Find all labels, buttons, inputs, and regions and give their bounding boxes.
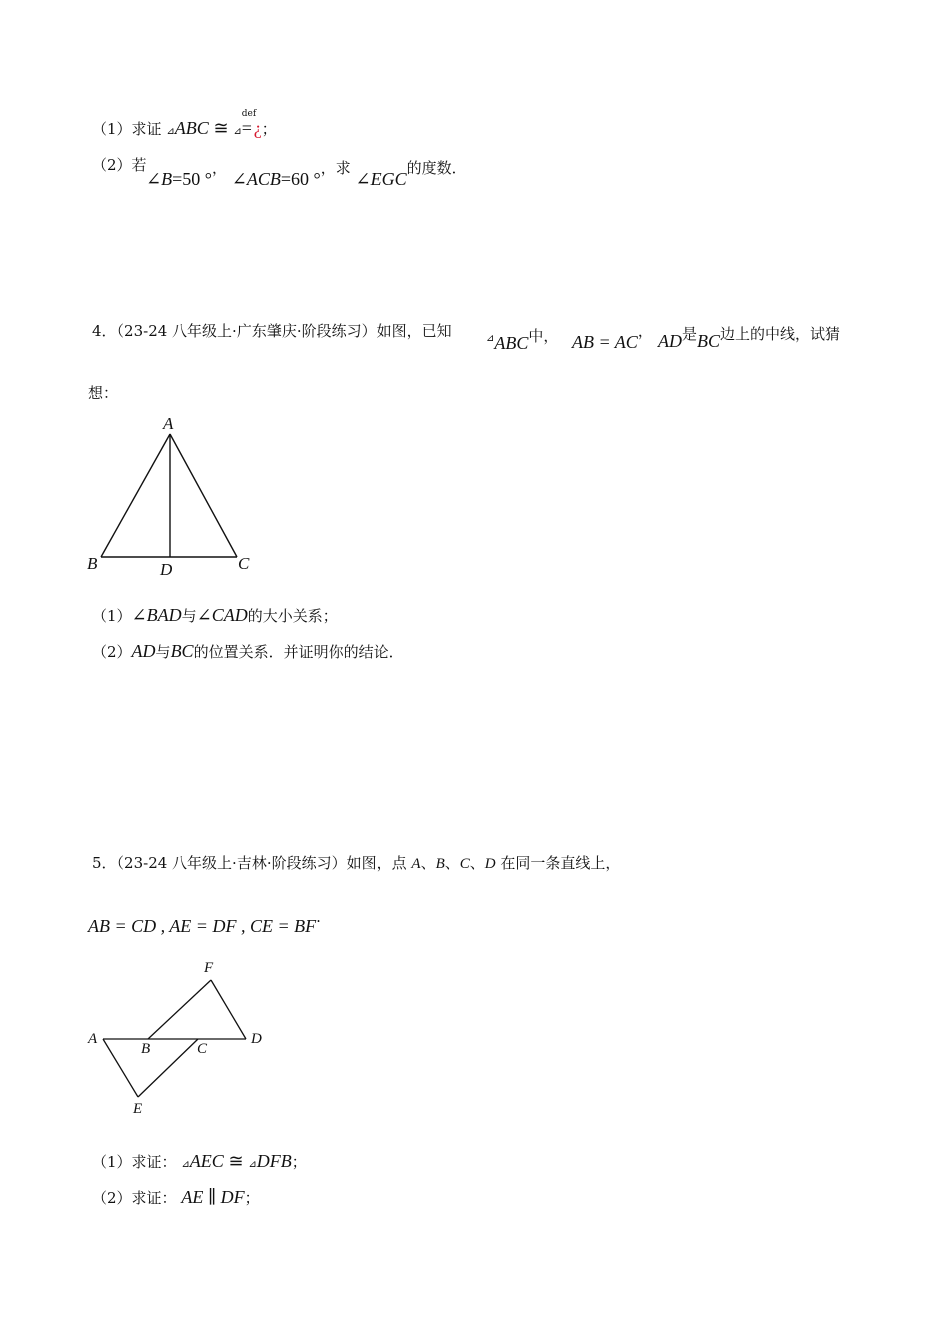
point-label-b: B — [87, 554, 98, 573]
point-label-c: C — [197, 1041, 208, 1057]
segment-ae — [103, 1039, 138, 1097]
q5-part2: （2）求证： AE ∥ DF； — [92, 1187, 260, 1207]
triangle-icon: ⊿ — [166, 126, 175, 137]
point-label-a: A — [88, 1031, 98, 1047]
q4-stem-median: AD是BC边上的中线，试猜 — [658, 325, 841, 351]
congruent-symbol: ≅ — [228, 1151, 244, 1171]
angle-icon: ∠ — [355, 169, 371, 189]
question-number: 5． — [92, 854, 117, 872]
q5-part1: （1）求证： ⊿AEC ≅ ⊿DFB； — [92, 1151, 307, 1171]
segment-bf — [148, 980, 211, 1039]
point-label-d: D — [160, 560, 173, 579]
segment-ac — [170, 434, 237, 557]
congruent-symbol: ≅ — [213, 118, 229, 138]
point-label-a: A — [163, 414, 174, 433]
angle-icon: ∠ — [196, 605, 212, 625]
point-label-c: C — [238, 554, 250, 573]
segment-fd — [211, 980, 246, 1039]
angle-icon: ∠ — [231, 169, 247, 189]
q4-stem: 4．（23-24 八年级上·广东肇庆·阶段练习）如图，已知 — [92, 322, 452, 340]
question-source: （23-24 八年级上·广东肇庆·阶段练习） — [116, 322, 377, 340]
q4-part1: （1）∠BAD与∠CAD的大小关系； — [92, 605, 338, 625]
q4-stem-eq: AB = AC， — [572, 322, 653, 352]
q3-part2: （2）若 — [92, 156, 147, 174]
q5-conditions: AB = CD , AE = DF , CE = BF. — [88, 908, 321, 936]
q4-part2: （2）AD与BC的位置关系．并证明你的结论． — [92, 641, 404, 661]
q5-stem: 5．（23-24 八年级上·吉林·阶段练习）如图，点 A、B、C、D 在同一条直线上， — [92, 854, 621, 872]
point-label-b: B — [141, 1041, 151, 1057]
angle-icon: ∠ — [131, 605, 147, 625]
triangle-icon: ⊿ — [233, 126, 242, 137]
q3-part1-number: （1） — [92, 120, 132, 138]
question-number: 4． — [92, 322, 117, 340]
point-label-d: D — [251, 1031, 262, 1047]
triangle-icon: ⊿ — [181, 1159, 190, 1170]
triangle-icon: ⊿ — [248, 1159, 257, 1170]
q4-stem-cont: 想： — [88, 384, 119, 402]
segment-ab — [101, 434, 170, 557]
triangle-icon: ⊿ — [486, 333, 495, 344]
question-source: （23-24 八年级上·吉林·阶段练习） — [116, 854, 347, 872]
angle-icon: ∠ — [146, 169, 162, 189]
point-label-e: E — [133, 1101, 143, 1117]
q3-part2-math: ∠B=50 °， ∠ACB=60 °，求 ∠EGC的度数． — [146, 159, 467, 189]
garbled-glyph: ¿ — [253, 118, 262, 138]
point-label-f: F — [204, 960, 214, 976]
q4-stem-math: ⊿ABC中， — [486, 327, 559, 353]
q3-part1: （1）求证 ⊿ABC ≅ ⊿ def = ¿； — [92, 109, 277, 138]
q3-part2-number: （2） — [92, 156, 132, 174]
